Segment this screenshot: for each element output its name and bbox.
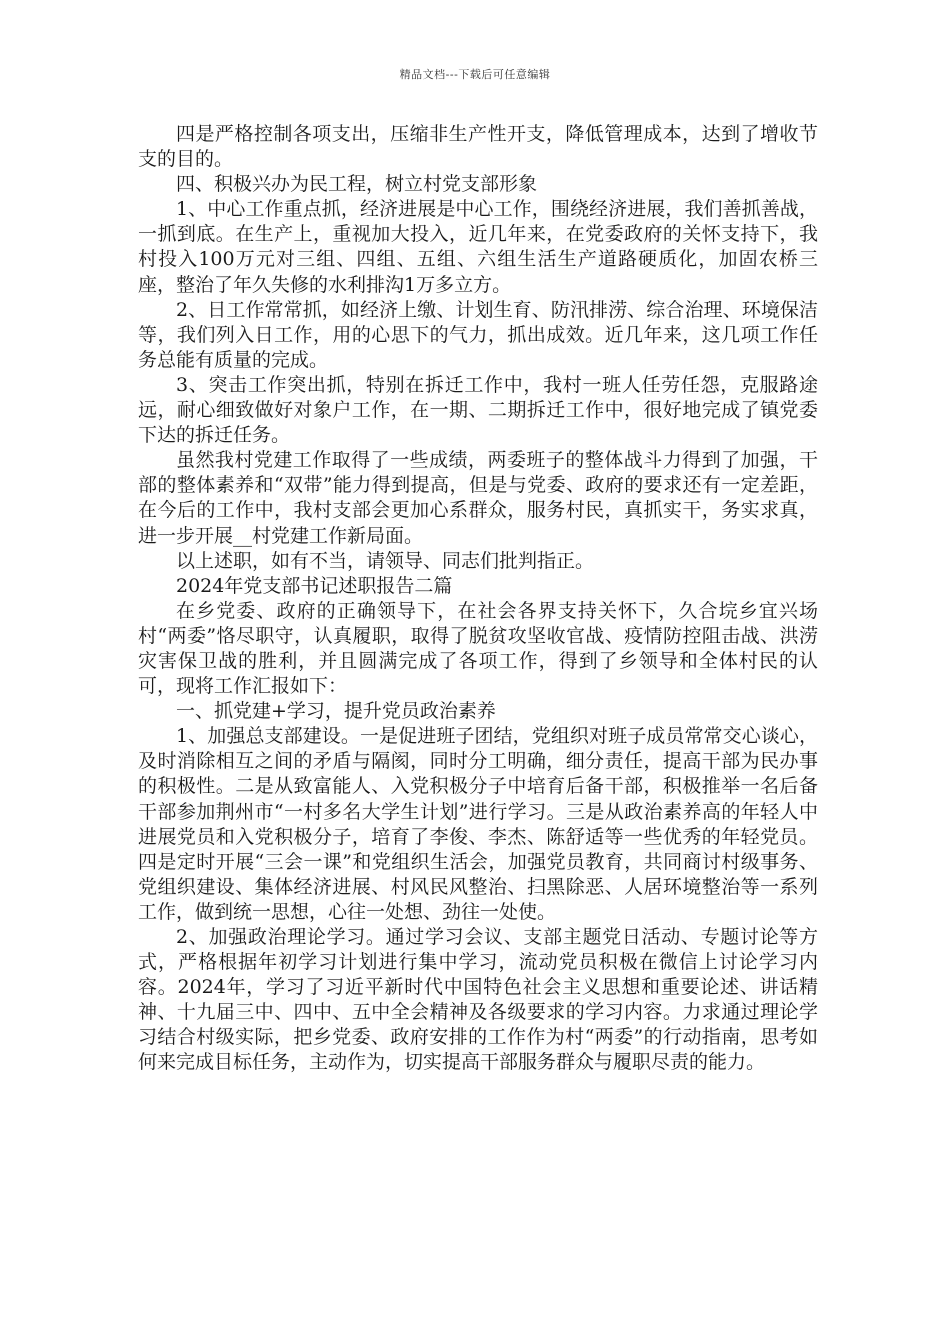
document-title: 2024年党支部书记述职报告二篇: [176, 574, 453, 597]
paragraph: 1、中心工作重点抓，经济进展是中心工作，围绕经济进展，我们善抓善战，一抓到底。在生产上，重视加大投入，近几年来，在党委政府的关怀支持下，我村投入100万元对三组、四组、五组、六组生活生产道路硬质化，加固农桥三座，整治了年久失修的水利排沟1万多立方。: [138, 198, 818, 296]
paragraph: 3、突击工作突出抓，特别在拆迁工作中，我村一班人任劳任怨，克服路途远，耐心细致做好对象户工作，在一期、二期拆迁工作中，很好地完成了镇党委下达的拆迁任务。: [138, 373, 818, 447]
paragraph: 在乡党委、政府的正确领导下，在社会各界支持关怀下，久合垸乡宜兴场村“两委”恪尽职守，认真履职，取得了脱贫攻坚收官战、疫情防控阻击战、洪涝灾害保卫战的胜利，并且圆满完成了各项工作，得到了乡领导和全体村民的认可，现将工作汇报如下：: [138, 599, 818, 698]
paragraph: 虽然我村党建工作取得了一些成绩，两委班子的整体战斗力得到了加强，干部的整体素养和“双带”能力得到提高，但是与党委、政府的要求还有一定差距，在今后的工作中，我村支部会更加心系群众，服务村民，真抓实干，务实求真，进一步开展__村党建工作新局面。: [138, 449, 818, 547]
paragraph: 以上述职，如有不当，请领导、同志们批判指正。: [176, 549, 595, 572]
page-header: 精品文档---下载后可任意编辑: [399, 68, 551, 81]
section-heading: 四、积极兴办为民工程，树立村党支部形象: [176, 173, 538, 196]
document-body: [138, 122, 818, 1076]
paragraph: 四是严格控制各项支出，压缩非生产性开支，降低管理成本，达到了增收节支的目的。: [138, 123, 818, 171]
section-heading: 一、抓党建+学习，提升党员政治素养: [176, 700, 496, 723]
paragraph: 2、加强政治理论学习。通过学习会议、支部主题党日活动、专题讨论等方式，严格根据年初学习计划进行集中学习，流动党员积极在微信上讨论学习内容。2024年，学习了习近平新时代中国特色社会主义思想和重要论述、讲话精神、十九届三中、四中、五中全会精神及各级要求的学习内容。力求通过理论学习结合村级实际，把乡党委、政府安排的工作作为村“两委”的行动指南，思考如何来完成目标任务，主动作为，切实提高干部服务群众与履职尽责的能力。: [138, 926, 818, 1074]
paragraph: 2、日工作常常抓，如经济上缴、计划生育、防汛排涝、综合治理、环境保洁等，我们列入日工作，用的心思下的气力，抓出成效。近几年来，这几项工作任务总能有质量的完成。: [138, 298, 818, 371]
paragraph: 1、加强总支部建设。一是促进班子团结，党组织对班子成员常常交心谈心，及时消除相互之间的矛盾与隔阂，同时分工明确，细分责任，提高干部为民办事的积极性。二是从致富能人、入党积极分子中培育后备干部，积极推举一名后备干部参加荆州市“一村多名大学生计划”进行学习。三是从政治素养高的年轻人中进展党员和入党积极分子，培育了李俊、李杰、陈舒适等一些优秀的年轻党员。四是定时开展“三会一课”和党组织生活会，加强党员教育，共同商讨村级事务、党组织建设、集体经济进展、村风民风整治、扫黑除恶、人居环境整治等一系列工作，做到统一思想，心往一处想、劲往一处使。: [138, 725, 818, 923]
